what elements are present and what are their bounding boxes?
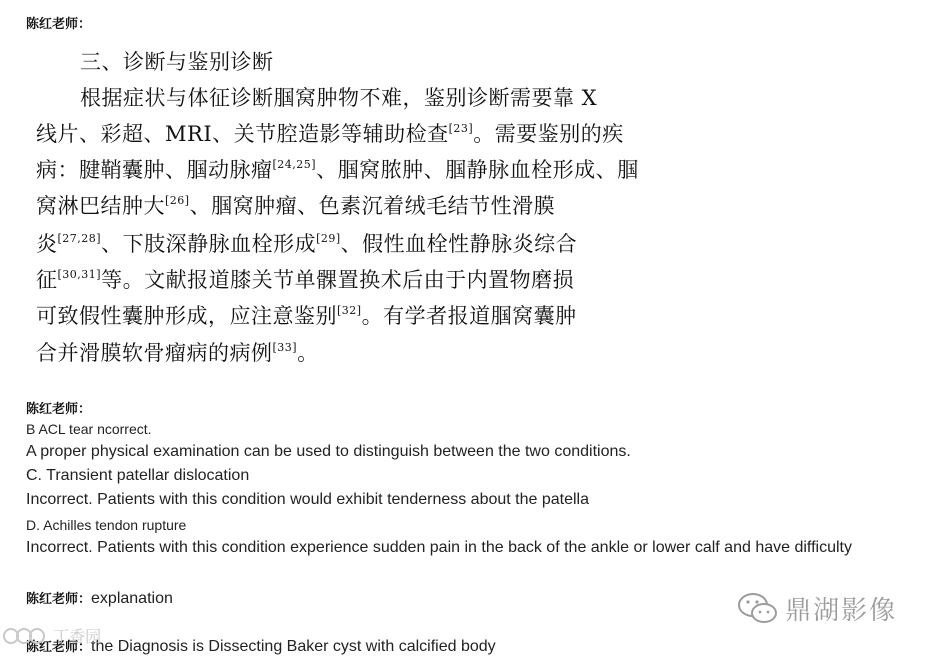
option-d-line: D. Achilles tendon rupture [26, 517, 187, 533]
citation-ref: [32] [337, 304, 362, 317]
line-text: 等。文献报道膝关节单髁置换术后由于内置物磨损 [101, 268, 575, 292]
citation-ref: [26] [165, 194, 190, 207]
teacher-label-2: 陈红老师： [26, 402, 92, 417]
citation-ref: [33] [272, 341, 298, 354]
brand-watermark [736, 590, 897, 627]
line-text: 可致假性囊肿形成，应注意鉴别 [36, 304, 337, 328]
section-heading: 三、诊断与鉴别诊断 [80, 50, 274, 74]
option-d-explanation: Incorrect. Patients with this condition experience sudden pain in the back of the ankle or lower calf and have difficulty [26, 539, 852, 556]
option-b-line: B ACL tear ncorrect. [26, 421, 152, 437]
paragraph-line [80, 82, 597, 112]
paragraph-line [36, 300, 577, 330]
teacher-label-1: 陈红老师： [26, 17, 92, 32]
citation-ref: [30,31] [57, 268, 102, 281]
diagnosis-text: the Diagnosis is Dissecting Baker cyst with calcified body [91, 638, 496, 655]
line-text: 征 [36, 268, 58, 292]
corner-watermark [2, 624, 101, 647]
line-text: 、腘窝肿瘤、色素沉着绒毛结节性滑膜 [189, 194, 556, 218]
line-text: 根据症状与体征诊断腘窝肿物不难，鉴别诊断需要靠 X [80, 86, 598, 110]
citation-ref: [24,25] [272, 158, 317, 171]
line-text: 、下肢深静脉血栓形成 [101, 232, 317, 256]
paragraph-line [36, 118, 624, 148]
line-text: 合并滑膜软骨瘤病的病例 [36, 341, 273, 365]
teacher-label-3: 陈红老师： [26, 592, 92, 607]
line-text: 、假性血栓性静脉炎综合 [340, 232, 578, 256]
citation-ref: [29] [316, 232, 341, 245]
option-a-line: A proper physical examination can be used to distinguish between the two conditions. [26, 443, 631, 460]
line-text: 、腘窝脓肿、腘静脉血栓形成、腘 [316, 158, 639, 182]
corner-watermark-text: 丁香园 [53, 627, 102, 646]
explanation-text: explanation [91, 590, 173, 607]
citation-ref: [23] [448, 122, 474, 135]
line-text: 窝淋巴结肿大 [36, 194, 165, 218]
paragraph-line [36, 264, 574, 294]
paragraph-line [36, 228, 577, 258]
paragraph-line [36, 190, 555, 220]
line-text: 病：腱鞘囊肿、腘动脉瘤 [36, 158, 273, 182]
line-text: 。 [297, 341, 319, 365]
line-text: 。需要鉴别的疾 [473, 122, 624, 146]
paragraph-line [36, 337, 319, 367]
explanation-row [26, 588, 173, 608]
dxy-logo-icon [2, 625, 48, 647]
paragraph-line [36, 154, 639, 184]
teacher-label-4: 陈红老师： [26, 640, 92, 655]
wechat-bubble-icon [736, 591, 780, 627]
option-c-line: C. Transient patellar dislocation [26, 467, 250, 484]
line-text: 。有学者报道腘窝囊肿 [361, 304, 577, 328]
option-c-explanation: Incorrect. Patients with this condition would exhibit tenderness about the patella [26, 491, 589, 508]
brand-name: 鼎湖影像 [785, 596, 898, 626]
line-text: 炎 [36, 232, 58, 256]
line-text: 线片、彩超、MRI、关节腔造影等辅助检查 [36, 122, 449, 146]
citation-ref: [27,28] [57, 232, 102, 245]
